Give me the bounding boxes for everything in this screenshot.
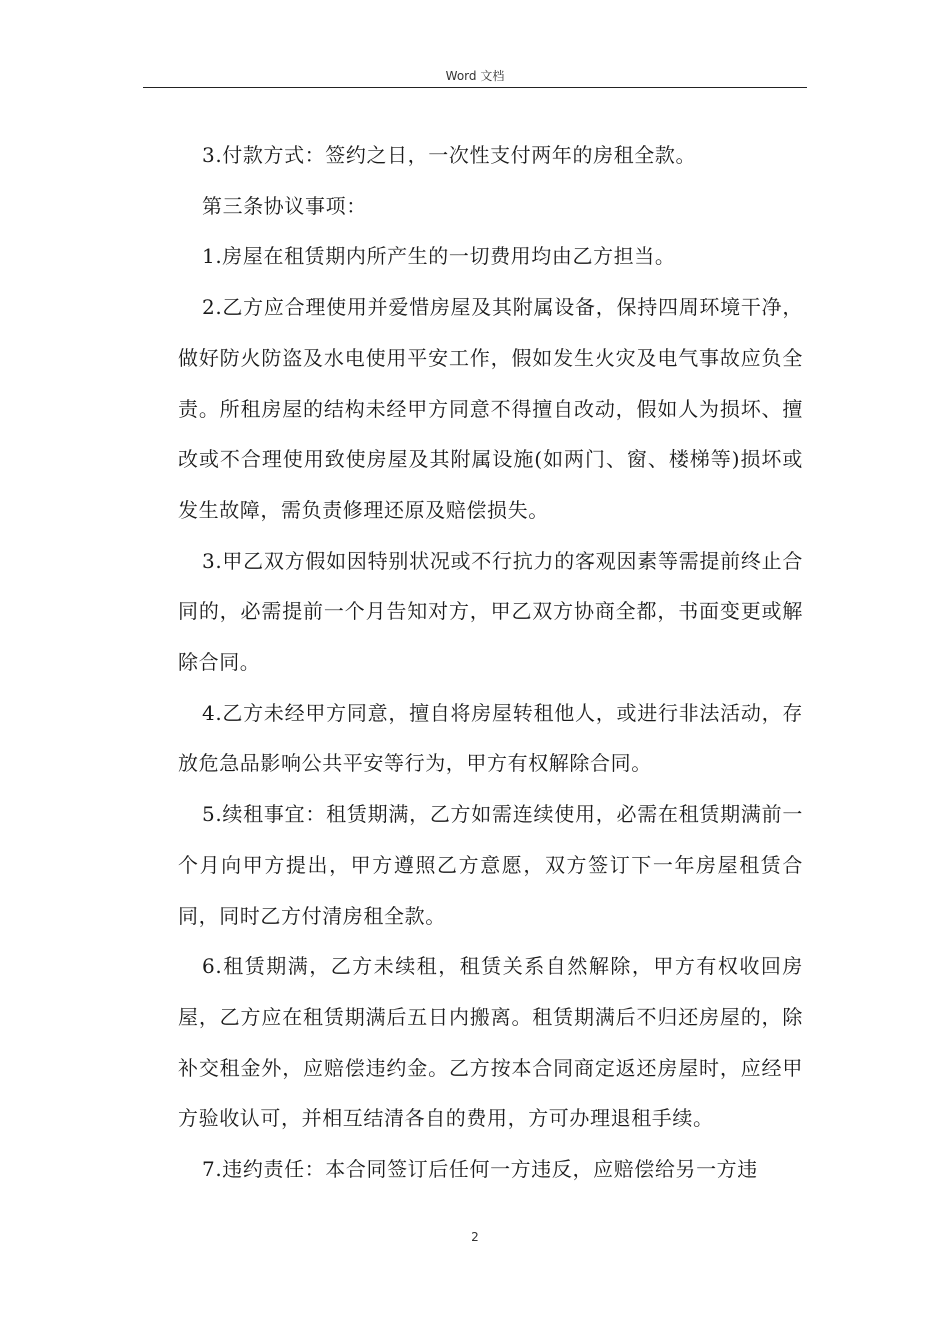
paragraph-item-4: 4.乙方未经甲方同意，擅自将房屋转租他人，或进行非法活动，存放危急品影响公共平安等行为，甲方有权解除合同。	[178, 700, 803, 776]
header-divider	[143, 87, 807, 88]
paragraph-item-2: 2.乙方应合理使用并爱惜房屋及其附属设备，保持四周环境干净，做好防火防盗及水电使用平安工作，假如发生火灾及电气事故应负全责。所租房屋的结构未经甲方同意不得擅自改动，假如人为损坏、擅改或不合理使用致使房屋及其附属设施(如两门、窗、楼梯等)损坏或发生故障，需负责修理还原及赔偿损失。	[178, 295, 803, 522]
paragraph-item-3: 3.甲乙双方假如因特别状况或不行抗力的客观因素等需提前终止合同的，必需提前一个月告知对方，甲乙双方协商全都，书面变更或解除合同。	[178, 548, 803, 675]
paragraph-payment-method: 3.付款方式：签约之日，一次性支付两年的房租全款。	[202, 143, 697, 167]
paragraph-item-5: 5.续租事宜：租赁期满，乙方如需连续使用，必需在租赁期满前一个月向甲方提出，甲方遵照乙方意愿，双方签订下一年房屋租赁合同，同时乙方付清房租全款。	[178, 802, 803, 928]
page-header: Word 文档	[445, 69, 505, 83]
paragraph-item-7: 7.违约责任：本合同签订后任何一方违反，应赔偿给另一方违	[202, 1157, 758, 1182]
paragraph-item-1: 1.房屋在租赁期内所产生的一切费用均由乙方担当。	[202, 244, 676, 269]
document-body	[178, 130, 803, 1195]
paragraph-item-6: 6.租赁期满，乙方未续租，租赁关系自然解除，甲方有权收回房屋，乙方应在租赁期满后五日内搬离。租赁期满后不归还房屋的，除补交租金外，应赔偿违约金。乙方按本合同商定返还房屋时，应经甲方验收认可，并相互结清各自的费用，方可办理退租手续。	[178, 954, 803, 1131]
page-number: 2	[471, 1230, 479, 1244]
paragraph-section-heading: 第三条协议事项：	[202, 193, 367, 218]
